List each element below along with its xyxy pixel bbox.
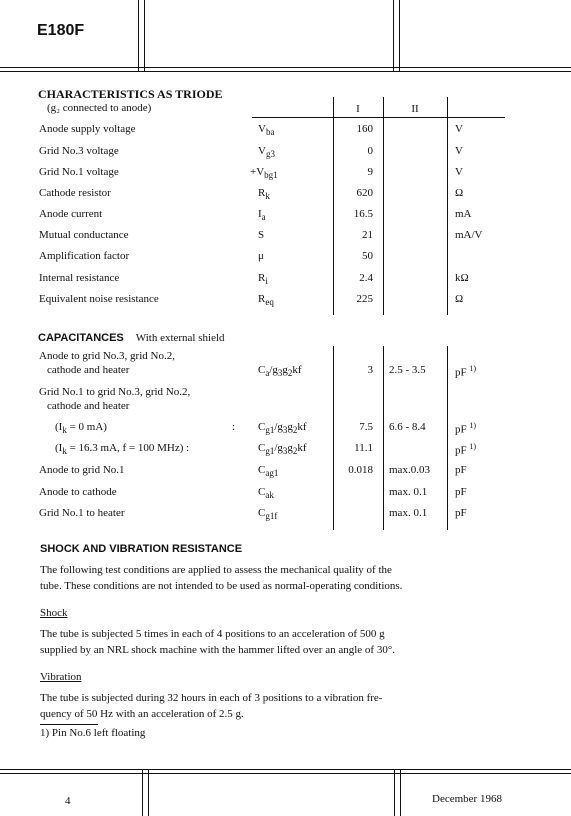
vibration-text bbox=[40, 690, 535, 722]
page-number: 4 bbox=[65, 795, 71, 807]
footnote-ref: 1) bbox=[469, 442, 477, 451]
table-header-rule bbox=[252, 117, 505, 118]
row-value: 160 bbox=[356, 123, 373, 135]
row-unit: V bbox=[455, 145, 463, 157]
cap-label: Anode to grid No.1 bbox=[39, 464, 125, 476]
row-value: 2.4 bbox=[359, 272, 373, 284]
row-label: Anode current bbox=[39, 208, 103, 220]
type-code: E180F bbox=[37, 22, 85, 39]
table-col-rule bbox=[447, 97, 448, 315]
row-symbol: $R_i$ bbox=[258, 272, 268, 287]
row-unit: mA/V bbox=[455, 229, 483, 241]
cap-label: Grid No.1 to heater bbox=[39, 507, 125, 519]
row-value: 9 bbox=[367, 166, 373, 178]
row-symbol: $R_{eq}$ bbox=[258, 293, 274, 308]
cap-condition: ($I_k = 16.3$ mA, f = 100 MHz) : bbox=[55, 442, 190, 457]
cap-value: 0.018 bbox=[348, 464, 373, 476]
row-symbol: $R_k$ bbox=[258, 187, 270, 202]
footer-divider bbox=[394, 770, 395, 816]
intro-line: tube. These conditions are not intended to be used as normal-operating conditions. bbox=[40, 580, 403, 592]
cond-tail: = 0 mA) bbox=[66, 421, 107, 433]
shock-line: supplied by an NRL shock machine with the hammer lifted over an angle of 30°. bbox=[40, 644, 395, 656]
cap-range: 2.5 - 3.5 bbox=[389, 364, 426, 376]
triode-subtitle: (g₂ connected to anode) bbox=[47, 102, 152, 114]
cap-label: cathode and heater bbox=[47, 364, 130, 376]
shock-heading: Shock bbox=[40, 607, 68, 619]
shock-title: SHOCK AND VIBRATION RESISTANCE bbox=[40, 543, 243, 555]
cap-symbol: $C_{ag1}$ bbox=[258, 464, 279, 479]
row-unit: kΩ bbox=[455, 272, 469, 284]
cap-unit bbox=[455, 364, 476, 379]
capacitances-heading bbox=[38, 328, 225, 346]
footer-divider bbox=[400, 770, 401, 816]
header-divider bbox=[393, 0, 394, 72]
cap-value: 3 bbox=[367, 364, 373, 376]
row-unit: Ω bbox=[455, 187, 464, 199]
row-label: Cathode resistor bbox=[39, 187, 111, 199]
row-label: Internal resistance bbox=[39, 272, 120, 284]
cap-unit: pF bbox=[455, 507, 467, 519]
cap-unit: pF bbox=[455, 464, 467, 476]
capacitances-subtitle: With external shield bbox=[135, 332, 225, 344]
cap-label: cathode and heater bbox=[47, 400, 130, 412]
cap-range: 6.6 - 8.4 bbox=[389, 421, 426, 433]
cap-range: max. 0.1 bbox=[389, 486, 428, 498]
cap-condition: ($I_k = 0$ mA) bbox=[55, 421, 107, 436]
row-unit: mA bbox=[455, 208, 472, 220]
row-value: 0 bbox=[367, 145, 373, 157]
row-symbol: $I_a$ bbox=[258, 208, 266, 223]
header-divider bbox=[144, 0, 145, 72]
cap-label: Anode to grid No.3, grid No.2, bbox=[39, 350, 175, 362]
row-symbol: $V_{g3}$ bbox=[258, 145, 275, 160]
footnote-ref: 1) bbox=[469, 364, 477, 373]
shock-text bbox=[40, 626, 535, 658]
row-label: Mutual conductance bbox=[39, 229, 129, 241]
cap-unit: pF bbox=[455, 486, 467, 498]
cap-symbol: $C_{ak}$ bbox=[258, 486, 274, 501]
cond-prefix: (I bbox=[55, 421, 63, 433]
cond-tail: = 16.3 mA, f = 100 MHz) : bbox=[66, 442, 190, 454]
vibration-line: The tube is subjected during 32 hours in each of 3 positions to a vibration fre- bbox=[40, 692, 383, 704]
header-rule-1 bbox=[0, 67, 571, 68]
cap-unit-text: pF bbox=[455, 366, 467, 379]
triode-title: CHARACTERISTICS AS TRIODE bbox=[38, 87, 223, 101]
row-unit: V bbox=[455, 123, 463, 135]
footer-divider bbox=[148, 770, 149, 816]
cap-label: Grid No.1 to grid No.3, grid No.2, bbox=[39, 386, 191, 398]
row-label: Grid No.1 voltage bbox=[39, 166, 119, 178]
cap-label: Anode to cathode bbox=[39, 486, 117, 498]
row-unit: V bbox=[455, 166, 463, 178]
row-label: Anode supply voltage bbox=[39, 123, 136, 135]
column-I-header: I bbox=[356, 103, 360, 115]
vibration-heading: Vibration bbox=[40, 671, 82, 683]
header-divider bbox=[399, 0, 400, 72]
column-II-header: II bbox=[411, 103, 419, 115]
cap-colon: : bbox=[232, 421, 236, 433]
row-label: Equivalent noise resistance bbox=[39, 293, 159, 305]
intro-line: The following test conditions are applied to assess the mechanical quality of the bbox=[40, 564, 392, 576]
capacitances-title: CAPACITANCES bbox=[38, 332, 124, 344]
cap-range: max.0.03 bbox=[389, 464, 430, 476]
cond-prefix: (I bbox=[55, 442, 63, 454]
footer-divider bbox=[142, 770, 143, 816]
vibration-line: quency of 50 Hz with an acceleration of 2.5 g. bbox=[40, 708, 244, 720]
cap-symbol: $C_{g1}/g_3g_2kf$ bbox=[258, 442, 307, 457]
row-symbol: μ bbox=[258, 250, 264, 262]
footnote: 1) Pin No.6 left floating bbox=[40, 727, 146, 739]
shock-line: The tube is subjected 5 times in each of 4 positions to an acceleration of 500 g bbox=[40, 628, 385, 640]
cap-symbol: $C_{g1}/g_3g_2kf$ bbox=[258, 421, 307, 436]
header-divider bbox=[138, 0, 139, 72]
cap-unit bbox=[455, 421, 476, 436]
row-value: 21 bbox=[362, 229, 373, 241]
cap-unit bbox=[455, 442, 476, 457]
footer-rule-2 bbox=[0, 773, 571, 774]
row-value: 620 bbox=[356, 187, 373, 199]
footer-rule-1 bbox=[0, 769, 571, 770]
row-value: 50 bbox=[362, 250, 373, 262]
row-value: 16.5 bbox=[353, 208, 373, 220]
row-symbol: S bbox=[258, 229, 265, 241]
cap-value: 11.1 bbox=[354, 442, 373, 454]
row-unit: Ω bbox=[455, 293, 464, 305]
cap-unit-text: pF bbox=[455, 444, 467, 457]
cap-value: 7.5 bbox=[359, 421, 373, 433]
footnote-rule bbox=[40, 724, 98, 725]
table-col-rule bbox=[447, 346, 448, 530]
cap-symbol: $C_{g1f}$ bbox=[258, 507, 278, 522]
cap-symbol: $C_a/g_3g_2kf$ bbox=[258, 364, 302, 379]
row-symbol: $+V_{bg1}$ bbox=[250, 166, 278, 181]
cap-unit-text: pF bbox=[455, 423, 467, 436]
table-col-rule bbox=[383, 97, 384, 315]
row-value: 225 bbox=[356, 293, 373, 305]
shock-intro bbox=[40, 562, 535, 594]
row-symbol: $V_{ba}$ bbox=[258, 123, 275, 138]
cap-range: max. 0.1 bbox=[389, 507, 428, 519]
footnote-ref: 1) bbox=[469, 421, 477, 430]
row-label: Grid No.3 voltage bbox=[39, 145, 119, 157]
table-col-rule bbox=[383, 346, 384, 530]
row-label: Amplification factor bbox=[39, 250, 130, 262]
header-rule-2 bbox=[0, 71, 571, 72]
publication-date: December 1968 bbox=[432, 793, 502, 805]
